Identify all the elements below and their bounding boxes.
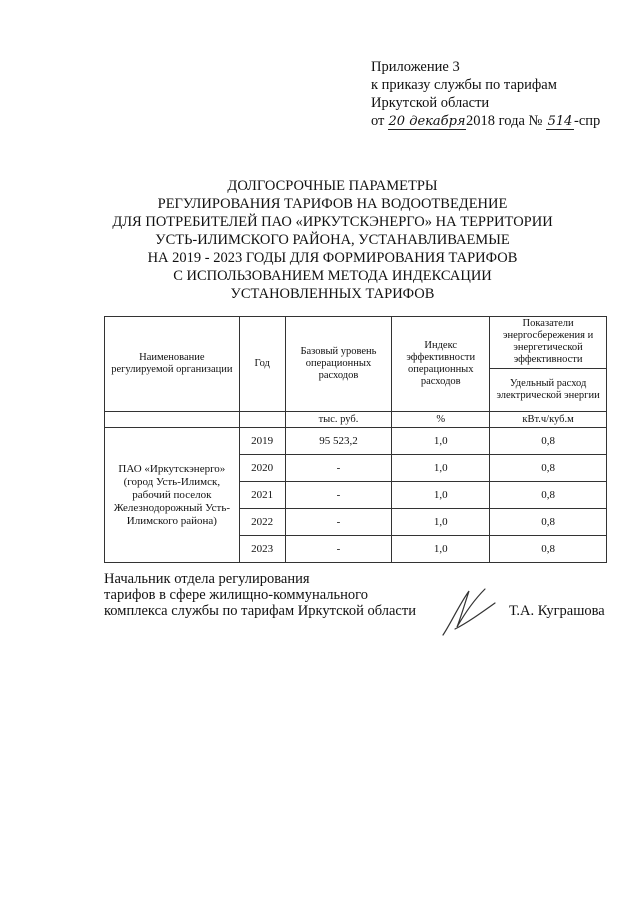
energy-cell: 0,8: [490, 455, 607, 482]
unit-base: тыс. руб.: [285, 412, 392, 428]
title-line: РЕГУЛИРОВАНИЯ ТАРИФОВ НА ВОДООТВЕДЕНИЕ: [157, 196, 508, 212]
index-cell: 1,0: [392, 536, 490, 563]
handwritten-signature: [425, 583, 500, 643]
appendix-date-line: [371, 112, 600, 130]
number-suffix: -спр: [573, 113, 601, 129]
tariff-table: [104, 316, 607, 563]
header-year: Год: [239, 317, 285, 412]
energy-cell: 0,8: [490, 482, 607, 509]
handwritten-number: 514: [547, 114, 573, 129]
unit-empty: [105, 412, 240, 428]
header-base: Базовый уровень операционных расходов: [285, 317, 392, 412]
year-cell: 2020: [239, 455, 285, 482]
title-line: УСТАНОВЛЕННЫХ ТАРИФОВ: [230, 286, 435, 302]
signature-title-line: тарифов в сфере жилищно-коммунального: [104, 587, 368, 603]
signature-title-line: Начальник отдела регулирования: [104, 571, 310, 587]
index-cell: 1,0: [392, 455, 490, 482]
base-cell: -: [285, 536, 392, 563]
index-cell: 1,0: [392, 428, 490, 455]
base-cell: 95 523,2: [285, 428, 392, 455]
signatory-name: Т.А. Куграшова: [509, 603, 605, 619]
document-title: [90, 177, 575, 303]
header-energy-sub: Удельный расход электрической энергии: [490, 368, 607, 411]
appendix-line: Иркутской области: [371, 95, 490, 111]
unit-index: %: [392, 412, 490, 428]
year-cell: 2023: [239, 536, 285, 563]
date-prefix: от: [371, 113, 385, 129]
appendix-line: Приложение 3: [371, 59, 460, 75]
year-cell: 2022: [239, 509, 285, 536]
appendix-block: [371, 58, 600, 130]
base-cell: -: [285, 455, 392, 482]
unit-empty: [239, 412, 285, 428]
year-cell: 2019: [239, 428, 285, 455]
energy-cell: 0,8: [490, 428, 607, 455]
signature-title-line: комплекса службы по тарифам Иркутской области: [104, 603, 416, 619]
index-cell: 1,0: [392, 482, 490, 509]
appendix-line: к приказу службы по тарифам: [371, 77, 557, 93]
unit-energy: кВт.ч/куб.м: [490, 412, 607, 428]
base-cell: -: [285, 509, 392, 536]
title-line: УСТЬ-ИЛИМСКОГО РАЙОНА, УСТАНАВЛИВАЕМЫЕ: [155, 232, 510, 248]
index-cell: 1,0: [392, 509, 490, 536]
title-line: ДОЛГОСРОЧНЫЕ ПАРАМЕТРЫ: [227, 178, 438, 194]
table-row: [105, 428, 607, 455]
org-cell: ПАО «Иркутскэнерго» (город Усть-Илимск, рабочий поселок Железнодорожный Усть-Илимского района): [105, 428, 240, 563]
header-index: Индекс эффективности операционных расходов: [392, 317, 490, 412]
date-suffix: 2018 года №: [466, 113, 543, 129]
energy-cell: 0,8: [490, 536, 607, 563]
title-line: ДЛЯ ПОТРЕБИТЕЛЕЙ ПАО «ИРКУТСКЭНЕРГО» НА ТЕРРИТОРИИ: [112, 214, 553, 230]
energy-cell: 0,8: [490, 509, 607, 536]
title-line: С ИСПОЛЬЗОВАНИЕМ МЕТОДА ИНДЕКСАЦИИ: [173, 268, 492, 284]
base-cell: -: [285, 482, 392, 509]
handwritten-date: 20 декабря: [388, 114, 466, 129]
signature-block: [104, 571, 416, 619]
title-line: НА 2019 - 2023 ГОДЫ ДЛЯ ФОРМИРОВАНИЯ ТАРИФОВ: [147, 250, 518, 266]
header-energy-group: Показатели энергосбережения и энергетической эффективности: [490, 317, 607, 369]
header-org: Наименование регулируемой организации: [105, 317, 240, 412]
year-cell: 2021: [239, 482, 285, 509]
